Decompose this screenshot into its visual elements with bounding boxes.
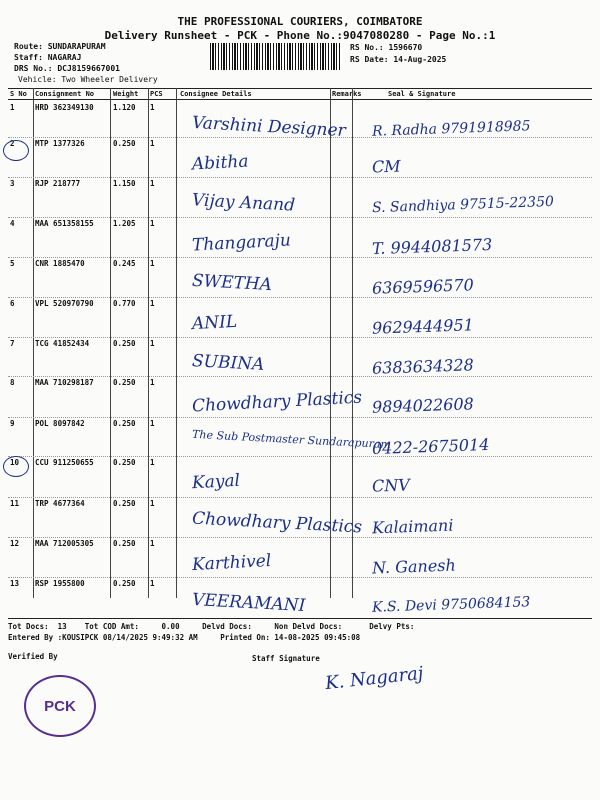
seal-signature-handwriting: T. 9944081573: [371, 234, 493, 259]
barcode: [210, 43, 342, 70]
seal-signature-handwriting: Kalaimani: [371, 515, 454, 538]
row-sno: 1: [10, 103, 15, 112]
col-seal: Seal & Signature: [388, 90, 456, 98]
seal-signature-handwriting: 9894022608: [371, 394, 475, 417]
row-divider: [8, 376, 592, 377]
row-consignment: MAA 712005305: [35, 539, 94, 548]
row-sno: 10: [10, 458, 20, 467]
row-pcs: 1: [150, 259, 155, 268]
row-consignment: MAA 651358155: [35, 219, 94, 228]
row-divider: [8, 217, 592, 218]
seal-signature-handwriting: 6369596570: [371, 275, 475, 298]
col-weight: Weight: [113, 90, 139, 98]
row-pcs: 1: [150, 339, 155, 348]
row-consignment: RSP 1955800: [35, 579, 85, 588]
row-divider: [8, 257, 592, 258]
circle-mark: [3, 456, 29, 477]
staff-signature-label: Staff Signature: [252, 654, 320, 663]
row-weight: 0.250: [113, 458, 136, 467]
row-weight: 0.250: [113, 139, 136, 148]
consignee-handwriting: SUBINA: [191, 351, 265, 375]
row-divider: [8, 137, 592, 138]
consignee-handwriting: Varshini Designer: [191, 112, 347, 142]
col-sno: S No: [10, 90, 27, 98]
row-pcs: 1: [150, 499, 155, 508]
row-consignment: MTP 1377326: [35, 139, 85, 148]
seal-signature-handwriting: 6383634328: [371, 355, 475, 378]
row-consignment: CNR 1885470: [35, 259, 85, 268]
row-sno: 6: [10, 299, 15, 308]
rs-date: RS Date: 14-Aug-2025: [350, 55, 447, 64]
seal-signature-handwriting: 0422-2675014: [371, 434, 490, 459]
row-sno: 12: [10, 539, 20, 548]
consignee-handwriting: SWETHA: [191, 270, 273, 296]
row-weight: 0.250: [113, 339, 136, 348]
row-sno: 5: [10, 259, 15, 268]
row-weight: 0.250: [113, 419, 136, 428]
seal-signature-handwriting: CM: [371, 156, 401, 177]
route: Route: SUNDARAPURAM: [14, 42, 106, 51]
col-consignee: Consignee Details: [180, 90, 252, 98]
verified-by: Verified By: [8, 652, 58, 661]
row-sno: 7: [10, 339, 15, 348]
company-name: THE PROFESSIONAL COURIERS, COIMBATORE: [177, 15, 423, 28]
staff-signature-handwriting: K. Nagaraj: [324, 662, 425, 695]
row-consignment: HRD 362349130: [35, 103, 94, 112]
row-divider: [8, 417, 592, 418]
row-weight: 0.770: [113, 299, 136, 308]
row-weight: 1.150: [113, 179, 136, 188]
row-consignment: VPL 520970790: [35, 299, 94, 308]
row-pcs: 1: [150, 539, 155, 548]
row-sno: 2: [10, 139, 15, 148]
consignee-handwriting: Chowdhary Plastics: [191, 387, 363, 417]
seal-signature-handwriting: R. Radha 9791918985: [371, 118, 531, 140]
row-pcs: 1: [150, 579, 155, 588]
consignee-handwriting: VEERAMANI: [191, 590, 306, 616]
row-weight: 0.250: [113, 378, 136, 387]
row-weight: 0.245: [113, 259, 136, 268]
totals-line: Tot Docs: 13 Tot COD Amt: 0.00 Delvd Docs: Non Delvd Docs: Delvy Pts:: [8, 622, 415, 631]
row-sno: 11: [10, 499, 20, 508]
row-consignment: MAA 710298187: [35, 378, 94, 387]
row-divider: [8, 337, 592, 338]
row-divider: [8, 577, 592, 578]
row-weight: 0.250: [113, 579, 136, 588]
consignee-handwriting: Karthivel: [191, 550, 272, 576]
consignee-handwriting: Thangaraju: [191, 230, 292, 256]
consignee-handwriting: Vijay Anand: [191, 190, 296, 216]
row-weight: 1.120: [113, 103, 136, 112]
row-sno: 13: [10, 579, 20, 588]
rs-number: RS No.: 1596670: [350, 43, 423, 52]
row-divider: [8, 456, 592, 457]
row-divider: [8, 497, 592, 498]
vehicle: Vehicle: Two Wheeler Delivery: [18, 75, 158, 84]
row-sno: 9: [10, 419, 15, 428]
row-pcs: 1: [150, 419, 155, 428]
consignee-handwriting: Chowdhary Plastics: [191, 508, 363, 538]
seal-signature-handwriting: CNV: [371, 475, 411, 496]
row-pcs: 1: [150, 378, 155, 387]
row-weight: 1.205: [113, 219, 136, 228]
consignee-handwriting: Kayal: [191, 470, 241, 494]
consignee-handwriting: Abitha: [191, 151, 250, 175]
row-consignment: CCU 911250655: [35, 458, 94, 467]
row-pcs: 1: [150, 179, 155, 188]
drs-number: DRS No.: DCJ8159667001: [14, 64, 120, 73]
row-pcs: 1: [150, 139, 155, 148]
runsheet-title: Delivery Runsheet - PCK - Phone No.:9047080280 - Page No.:1: [104, 29, 496, 42]
consignee-handwriting: ANIL: [191, 311, 238, 335]
entered-by-line: Entered By :KOUSIPCK 08/14/2025 9:49:32 AM Printed On: 14-08-2025 09:45:08: [8, 633, 361, 642]
seal-signature-handwriting: N. Ganesh: [371, 555, 457, 578]
row-sno: 4: [10, 219, 15, 228]
row-consignment: RJP 218777: [35, 179, 81, 188]
col-consignment: Consignment No: [35, 90, 95, 98]
row-pcs: 1: [150, 103, 155, 112]
row-sno: 8: [10, 378, 15, 387]
row-sno: 3: [10, 179, 15, 188]
row-consignment: POL 8097842: [35, 419, 85, 428]
row-consignment: TRP 4677364: [35, 499, 85, 508]
seal-signature-handwriting: K.S. Devi 9750684153: [371, 594, 531, 616]
row-pcs: 1: [150, 458, 155, 467]
consignee-handwriting: The Sub Postmaster Sundarapuram: [191, 427, 392, 452]
row-weight: 0.250: [113, 499, 136, 508]
row-divider: [8, 177, 592, 178]
circle-mark: [3, 140, 29, 161]
seal-signature-handwriting: S. Sandhiya 97515-22350: [371, 193, 555, 217]
col-pcs: PCS: [150, 90, 163, 98]
pck-stamp: PCK: [24, 675, 96, 737]
col-remarks: Remarks: [332, 90, 362, 98]
row-weight: 0.250: [113, 539, 136, 548]
row-pcs: 1: [150, 219, 155, 228]
row-pcs: 1: [150, 299, 155, 308]
staff: Staff: NAGARAJ: [14, 53, 82, 62]
row-divider: [8, 297, 592, 298]
row-divider: [8, 537, 592, 538]
row-consignment: TCG 41852434: [35, 339, 90, 348]
seal-signature-handwriting: 9629444951: [371, 315, 475, 338]
